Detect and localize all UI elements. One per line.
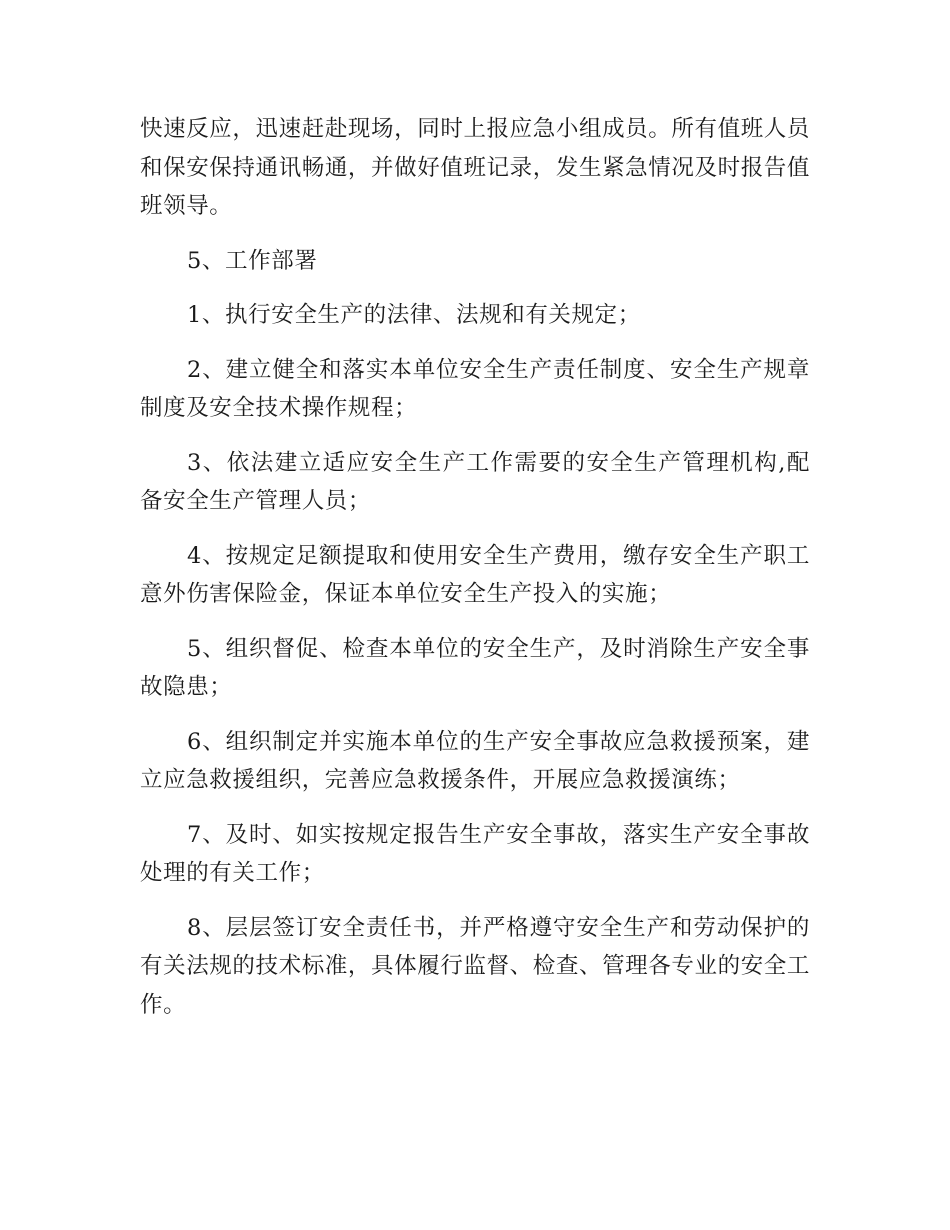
list-item-3: 3、依法建立适应安全生产工作需要的安全生产管理机构,配备安全生产管理人员；	[140, 449, 810, 514]
list-item-5: 5、组织督促、检查本单位的安全生产，及时消除生产安全事故隐患；	[140, 635, 810, 700]
list-item-2: 2、建立健全和落实本单位安全生产责任制度、安全生产规章制度及安全技术操作规程；	[140, 356, 810, 421]
paragraph-continuation: 快速反应，迅速赶赴现场，同时上报应急小组成员。所有值班人员和保安保持通讯畅通，并做好值班记录，发生紧急情况及时报告值班领导。	[140, 116, 810, 219]
list-item-8: 8、层层签订安全责任书，并严格遵守安全生产和劳动保护的有关法规的技术标准，具体履行监督、检查、管理各专业的安全工作。	[140, 914, 810, 1018]
list-item-7: 7、及时、如实按规定报告生产安全事故，落实生产安全事故处理的有关工作；	[140, 821, 810, 886]
list-item-6: 6、组织制定并实施本单位的生产安全事故应急救援预案，建立应急救援组织，完善应急救援条件，开展应急救援演练；	[140, 728, 810, 793]
list-item-1: 1、执行安全生产的法律、法规和有关规定；	[187, 302, 641, 328]
section-heading-work-deployment: 5、工作部署	[187, 247, 318, 274]
document-page	[140, 110, 810, 1024]
list-item-4: 4、按规定足额提取和使用安全生产费用，缴存安全生产职工意外伤害保险金，保证本单位安全生产投入的实施；	[140, 542, 810, 607]
